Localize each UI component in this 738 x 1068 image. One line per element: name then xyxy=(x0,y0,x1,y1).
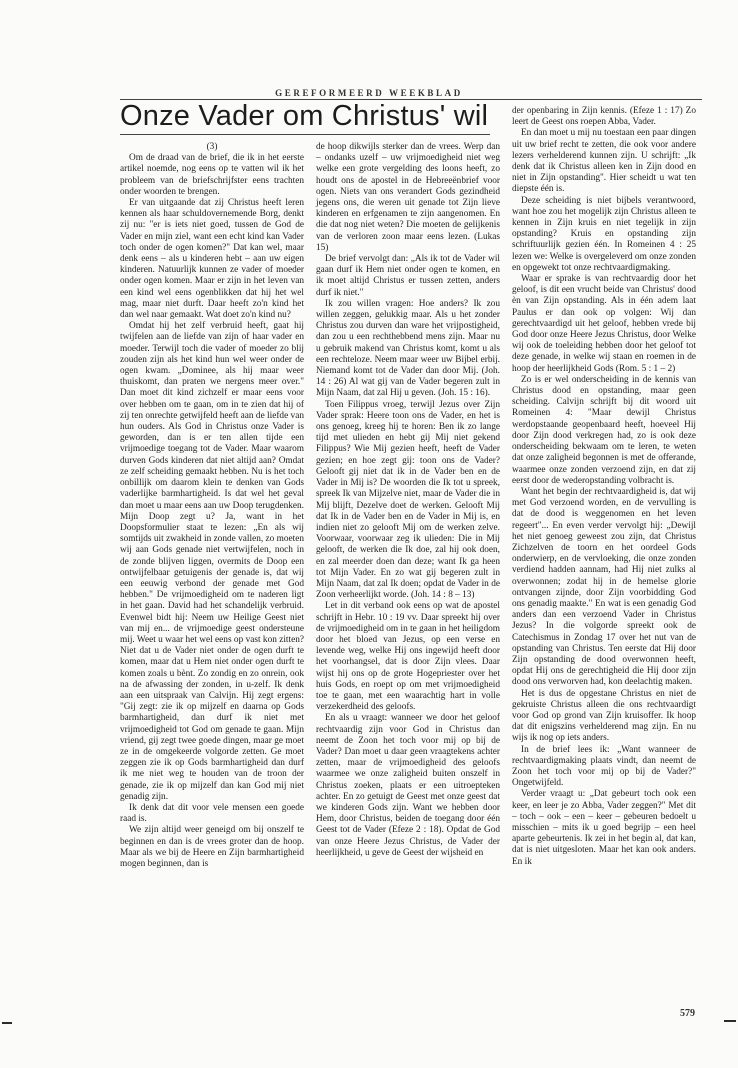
page-number: 579 xyxy=(680,1008,695,1019)
paragraph: Verder vraagt u: „Dat gebeurt toch ook een keer, en leer je zo Abba, Vader zeggen?" Met dit – toch – ook – een – keer – gebeuren bedoelt u misschien – mits ik u goed begrijp – een heel aparte gebeurtenis. Ik zei in het begin al, dat kan, dat is niet uitgesloten. Maar het kan ook anders. En ik xyxy=(512,789,696,867)
paragraph: Deze scheiding is niet bijbels verantwoord, want hoe zou het mogelijk zijn Christus alleen te kennen in Zijn kruis en niet tegelijk in zijn opstanding? Kruis en opstanding zijn schriftuurlijk gezien één. In Romeinen 4 : 25 lezen we: Welke is overgeleverd om onze zonden en opgewekt tot onze rechtvaardigmaking. xyxy=(512,195,696,273)
paragraph: Waar er sprake is van rechtvaardig door het geloof, is dit een vrucht beide van Christus' dood èn van Zijn opstanding. Als in één adem laat Paulus er dan ook op volgen: Wij dan gerechtvaardigd uit het geloof, hebben vrede bij God door onze Heere Jezus Christus, door Welke wij ook de toeleiding hebben door het geloof tot deze genade, in welke wij staan en roemen in de hoop der heerlijkheid Gods (Rom. 5 : 1 – 2) xyxy=(512,274,696,374)
paragraph: De brief vervolgt dan: „Als ik tot de Vader wil gaan durf ik Hem niet onder ogen te komen, en ik moet altijd Christus er tussen zetten, anders durf ik niet." xyxy=(316,254,500,298)
paragraph: der openbaring in Zijn kennis. (Efeze 1 : 17) Zo leert de Geest ons roepen Abba, Vader. xyxy=(512,106,696,128)
paragraph: Let in dit verband ook eens op wat de apostel schrijft in Hebr. 10 : 19 vv. Daar spreekt hij over de vrijmoedigheid om in te gaan in het heiligdom door het bloed van Jezus, op een verse en levende weg, welke Hij ons ingewijd heeft door het voorhangsel, dat is door Zijn vlees. Daar wijst hij ons op de grote Hogepriester over het huis Gods, en roept op om met vrijmoedigheid toe te gaan, met een waarachtig hart in volle verzekerdheid des geloofs. xyxy=(316,601,500,713)
article-column-1 xyxy=(120,142,304,869)
paragraph: En als u vraagt: wanneer we door het geloof rechtvaardig zijn voor God in Christus dan neemt de Zoon het toch voor mij op bij de Vader? Dan moet u daar geen vraagtekens achter zetten, maar de vrijmoedigheid des geloofs waarmee we onze zaligheid buiten onszelf in Christus zoeken, plaats er een uitroepteken achter. En zo getuigt de Geest met onze geest dat we kinderen Gods zijn. Want we hebben door Hem, door Christus, beiden de toegang door één Geest tot de Vader (Efeze 2 : 18). Opdat de God van onze Heere Jezus Christus, de Vader der heerlijkheid, u geve de Geest der wijsheid en xyxy=(316,713,500,858)
paragraph: Want het begin der rechtvaardigheid is, dat wij met God verzoend worden, en de vervulling is dat de dood is weggenomen en het leven regeert"... En even verder vervolgt hij: „Dewijl het niet genoeg geweest zou zijn, dat Christus Zichzelven de toorn en het oordeel Gods onderwierp, en de vervloeking, die onze zonden verdiend hadden aannam, had Hij niet zulks al overwonnen; zodat hij in de hemelse glorie ontvangen zijnde, door Zijn voorbidding God ons genadig maakte." En wat is een genadig God anders dan een verzoend Vader in Christus Jezus? In die volgorde spreekt ook de Catechismus in Zondag 17 over het nut van de opstanding van Christus. Ten eerste dat Hij door Zijn opstanding de dood overwonnen heeft, opdat Hij ons de gerechtigheid die Hij door zijn dood ons verworven had, kon deelachtig maken. xyxy=(512,486,696,688)
article-title: Onze Vader om Christus' wil xyxy=(120,100,489,132)
paragraph: de hoop dikwijls sterker dan de vrees. Werp dan – ondanks uzelf – uw vrijmoedigheid niet weg welke een grote vergelding des loons heeft, zo houdt ons de apostel in de Hebreeënbrief voor ogen. Niets van ons verandert Gods gezindheid jegens ons, die weren uit genade tot Zijn lieve kinderen en erfgenamen te zijn aangenomen. En die dat nog niet weten? Die moeten de gelijkenis van de verloren zoon maar eens lezen. (Lukas 15) xyxy=(316,142,500,253)
article-column-3 xyxy=(512,106,696,867)
paragraph: Ik zou willen vragen: Hoe anders? Ik zou willen zeggen, gelukkig maar. Als u het zonder Christus zou durven dan ware het vrijpostigheid, dan zou u een rechthebbend mens zijn. Maar nu u gebruik makend van Christus komt, komt u als een rechteloze. Neem maar weer uw Bijbel erbij. Niemand komt tot de Vader dan door Mij. (Joh. 14 : 26) Al wat gij van de Vader begeren zult in Mijn Naam, dat zal Hij u geven. (Joh. 15 : 16). xyxy=(316,298,500,399)
paragraph: En dan moet u mij nu toestaan een paar dingen uit uw brief recht te zetten, die ook voor andere lezers verhelderend kunnen zijn. U schrijft: „Ik denk dat ik Christus alleen ken in Zijn dood en niet in Zijn opstanding". Hier scheidt u wat ten diepste één is. xyxy=(512,128,696,195)
paragraph: Toen Filippus vroeg, terwijl Jezus over Zijn Vader sprak: Heere toon ons de Vader, en het is ons genoeg, kreeg hij te horen: Ben ik zo lange tijd met ulieden en hebt gij Mij niet gekend Filippus? Wie Mij gezien heeft, heeft de Vader gezien; en hoe zegt gij: toon ons de Vader? Gelooft gij niet dat ik in de Vader ben en de Vader in Mij is? De woorden die Ik tot u spreek, spreek Ik van Mijzelve niet, maar de Vader die in Mij blijft, Dezelve doet de werken. Gelooft Mij dat Ik in de Vader ben en de Vader in Mij is, en indien niet zo gelooft Mij om de werken zelve. Voorwaar, voorwaar zeg ik ulieden: Die in Mij gelooft, de werken die Ik doe, zal hij ook doen, en zal meerder doen dan deze; want Ik ga heen tot Mijn Vader. En zo wat gij begeren zult in Mijn Naam, dat zal Ik doen; opdat de Vader in de Zoon verheerlijkt worde. (Joh. 14 : 8 – 13) xyxy=(316,399,500,601)
paragraph: In de brief lees ik: „Want wanneer de rechtvaardigmaking plaats vindt, dan neemt de Zoon het toch voor mij op bij de Vader?" Ongetwijfeld. xyxy=(512,744,696,789)
article-column-2 xyxy=(316,142,500,858)
scan-mark xyxy=(724,1020,736,1022)
paragraph: Om de draad van de brief, die ik in het eerste artikel noemde, nog eens op te vatten wil ik het probleem van de briefschrijfster eens trachten onder woorden te brengen. xyxy=(120,153,304,197)
paragraph: Omdat hij het zelf verbruid heeft, gaat hij twijfelen aan de liefde van zijn of haar vader en moeder. Terwijl toch die vader of moeder zo blij zouden zijn als het kind hun wel weer onder de ogen kwam. „Dominee, als hij maar weer thuiskomt, dan praten we nergens meer over." Dan moet dit kind zichzelf er maar eens voor over hebben om te gaan, om in te zien dat hij of zij ten onrechte getwijfeld heeft aan de liefde van hun ouders. Als God in Christus onze Vader is geworden, dan is er ten allen tijde een vrijmoedige toegang tot de Vader. Maar waarom durven Gods kinderen dat niet altijd aan? Omdat ze zelf scheiding gemaakt hebben. Nu is het toch onbillijk om daarom klein te denken van Gods vaderlijke barmhartigheid. Is dat wel het geval dan moet u maar eens aan uw Doop terugdenken. Mijn Doop zegt u? Ja, want in het Doopsformulier staat te lezen: „En als wij somtijds uit zwakheid in zonde vallen, zo moeten wij aan Gods genade niet vertwijfelen, noch in de zonde blijven liggen, overmits de Doop een ontwijfelbaar getuigenis der genade is, dat wij een eeuwig verbond der genade met God hebben." De vrijmoedigheid om te naderen ligt in het gaan. David had het schandelijk verbruid. Evenwel bidt hij: Neem uw Heilige Geest niet van mij en... de vrijmoedige geest ondersteune mij. Weet u waar het wel eens op vast kon zitten? Niet dat u de Vader niet onder de ogen durft te komen, maar dat u Hem niet onder ogen durft te komen zoals u bènt. Zo zondig en zo onrein, ook na de afwassing der zonden, in u-zelf. Ik denk aan een uitspraak van Calvijn. Hij zegt ergens: "Gij zegt: zie ik op mijzelf en daarna op Gods barmhartigheid, dan durf ik niet met vrijmoedigheid tot God om genade te gaan. Mijn vriend, gij zegt twee goede dingen, maar ge moet ze in de omgekeerde volgorde zetten. Ge moet zeggen zie ik op Gods barmhartigheid dan durf ik me niet weg te houden van de troon der genade, zie ik op mijzelf dan kan God mij niet genadig zijn. xyxy=(120,321,304,802)
paragraph: Zo is er wel onderscheiding in de kennis van Christus dood en opstanding, maar geen scheiding. Calvijn schrijft bij dit woord uit Romeinen 4: "Maar dewijl Christus werdopstaande geopenbaard heeft, hoeveel Hij door Zijn dood verkregen had, zo is ook deze onderscheiding bekwaam om te leren, te weten dat onze zaligheid begonnen is met de offerande, waarmee onze zonden verzoend zijn, en dat zij eerst door de wederopstanding volbracht is. xyxy=(512,374,696,486)
paragraph: Er van uitgaande dat zij Christus heeft leren kennen als haar schuldovernemende Borg, denkt zij nu: "er is iets niet goed, tussen de God de Vader en mijn ziel, want een echt kind kan Vader toch onder de ogen komen?" Dat kan wel, maar denk eens – als u kinderen hebt – aan uw eigen kinderen. Natuurlijk kunnen ze vader of moeder onder ogen komen. Maar er zijn in het leven van een kind wel eens ogenblikken dat hij het wel mag, maar niet durft. Daar heeft zo'n kind het dan wel naar gemaakt. Wat doet zo'n kind nu? xyxy=(120,198,304,321)
section-number: (3) xyxy=(206,142,218,152)
scan-mark xyxy=(2,1022,12,1024)
journal-header: GEREFORMEERD WEEKBLAD xyxy=(275,88,463,98)
paragraph: Ik denk dat dit voor vele mensen een goede raad is. xyxy=(120,802,304,825)
paragraph: Het is dus de opgestane Christus en niet de gekruiste Christus alleen die ons rechtvaardigt voor God op grond van Zijn kruisoffer. Ik hoop dat dit enigszins verhelderend mag zijn. En nu wijs ik nog op iets anders. xyxy=(512,688,696,744)
paragraph: We zijn altijd weer geneigd om bij onszelf te beginnen en dan is de vrees groter dan de hoop. Maar als we bij de Heere en Zijn barmhartigheid mogen beginnen, dan is xyxy=(120,825,304,869)
title-rule xyxy=(120,134,490,135)
